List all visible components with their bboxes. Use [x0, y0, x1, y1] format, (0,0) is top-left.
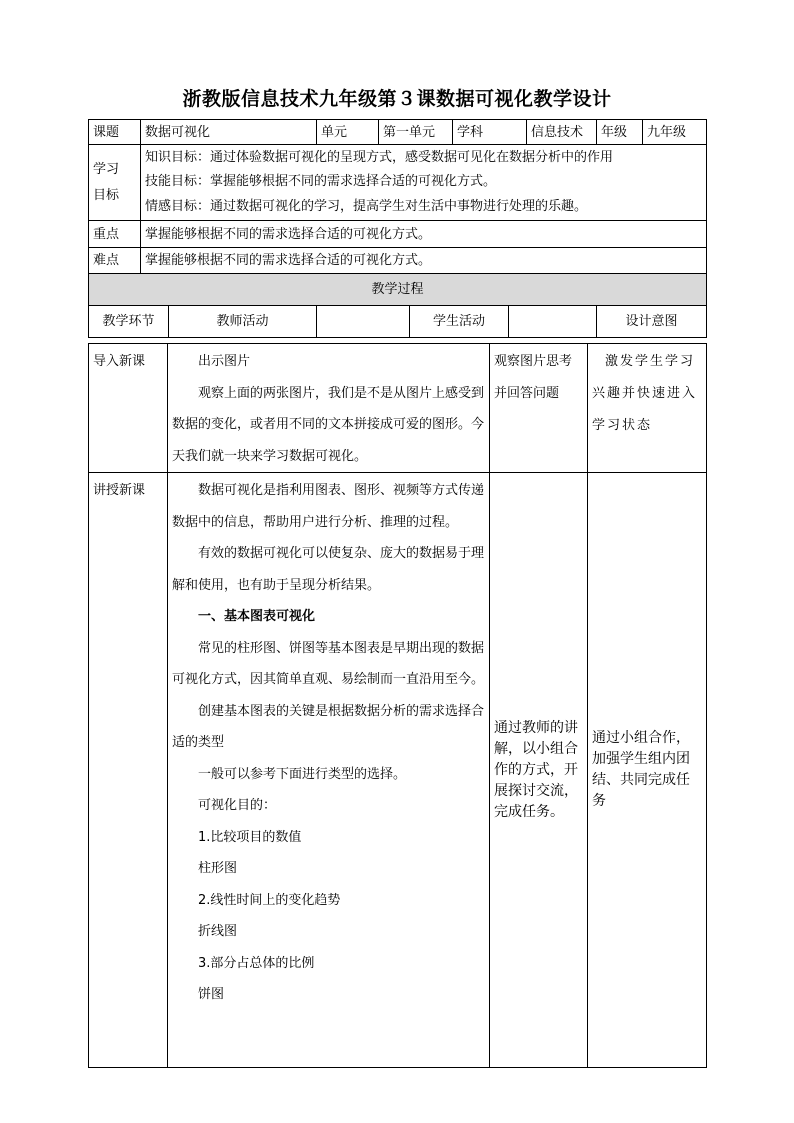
goals-label-line2: 目标 [93, 187, 120, 203]
intro-row [89, 344, 707, 473]
header-spacer [509, 306, 596, 337]
lecture-line-11: 折线图 [198, 924, 238, 939]
intro-student: 观察图片思考并回答问题 [490, 344, 588, 473]
header-stage [89, 306, 317, 338]
subject-value: 信息技术 [527, 120, 597, 145]
key-point-label: 重点 [89, 221, 141, 248]
process-table [88, 343, 707, 1068]
goals-content [141, 145, 707, 221]
difficulty-row [89, 248, 707, 274]
lecture-row [89, 473, 707, 1068]
column-header-row [89, 306, 707, 338]
difficulty-label: 难点 [89, 248, 141, 274]
subject-label: 学科 [453, 120, 527, 145]
unit-label: 单元 [317, 120, 379, 145]
header-teacher-label: 教师活动 [216, 314, 269, 329]
lecture-line-4: 常见的柱形图、饼图等基本图表是早期出现的数据可视化方式，因其简单直观、易绘制而一直沿用至今。 [172, 640, 485, 687]
key-point-row [89, 221, 707, 248]
header-student-label: 学生活动 [409, 306, 509, 337]
header-intent-label: 设计意图 [597, 306, 707, 338]
lecture-line-6: 一般可以参考下面进行类型的选择。 [198, 766, 407, 782]
process-header-row [89, 274, 707, 306]
info-row [89, 120, 707, 145]
process-header: 教学过程 [89, 274, 707, 306]
goals-label [89, 145, 141, 221]
header-teacher-cont [317, 306, 409, 337]
course-label: 课题 [89, 120, 141, 145]
lecture-line-9: 柱形图 [198, 861, 238, 876]
grade-label: 年级 [597, 120, 643, 145]
intro-teacher-line-1: 出示图片 [198, 354, 251, 369]
header-right [317, 306, 597, 338]
key-point-text: 掌握能够根据不同的需求选择合适的可视化方式。 [141, 221, 707, 248]
lecture-line-7: 可视化目的： [198, 798, 277, 813]
intro-intent: 激发学生学习兴趣并快速进入学习状态 [588, 344, 707, 473]
intro-teacher-line-2: 观察上面的两张图片，我们是不是从图片上感受到数据的变化，或者用不同的文本拼接成可爱的图形。今天我们就一块来学习数据可视化。 [172, 385, 485, 464]
intro-teacher [168, 344, 490, 473]
goals-label-line1: 学习 [93, 161, 120, 177]
page-title: 浙教版信息技术九年级第３课数据可视化教学设计 [182, 88, 612, 110]
lecture-stage: 讲授新课 [89, 473, 168, 1068]
lesson-plan-table [88, 119, 707, 338]
lecture-student: 通过教师的讲解，以小组合作的方式，开展探讨交流，完成任务。 [490, 473, 588, 1068]
goal-skill: 技能目标：掌握能够根据不同的需求选择合适的可视化方式。 [145, 174, 497, 189]
lecture-line-2: 有效的数据可视化可以使复杂、庞大的数据易于理解和使用，也有助于呈现分析结果。 [172, 546, 485, 593]
lecture-line-12: 3.部分占总体的比例 [198, 955, 315, 971]
lecture-line-13: 饼图 [198, 987, 225, 1002]
lecture-line-10: 2.线性时间上的变化趋势 [198, 892, 341, 908]
lecture-line-1: 数据可视化是指利用图表、图形、视频等方式传递数据中的信息，帮助用户进行分析、推理的过程。 [172, 483, 485, 530]
lecture-heading-basic-charts: 一、基本图表可视化 [198, 609, 316, 624]
goal-knowledge: 知识目标：通过体验数据可视化的呈现方式，感受数据可见化在数据分析中的作用 [145, 150, 614, 165]
lecture-line-5: 创建基本图表的关键是根据数据分析的需求选择合适的类型 [172, 703, 485, 750]
difficulty-text: 掌握能够根据不同的需求选择合适的可视化方式。 [141, 248, 707, 274]
header-stage-label: 教学环节 [89, 306, 169, 337]
lecture-line-8: 1.比较项目的数值 [198, 829, 302, 845]
intro-stage: 导入新课 [89, 344, 168, 473]
lecture-teacher [168, 473, 490, 1068]
goal-emotion: 情感目标：通过数据可视化的学习，提高学生对生活中事物进行处理的乐趣。 [145, 199, 588, 214]
course-value: 数据可视化 [141, 120, 317, 145]
grade-value: 九年级 [643, 120, 707, 145]
lecture-intent: 通过小组合作，加强学生组内团结、共同完成任务 [588, 473, 707, 1068]
goals-row [89, 145, 707, 221]
unit-value: 第一单元 [379, 120, 453, 145]
